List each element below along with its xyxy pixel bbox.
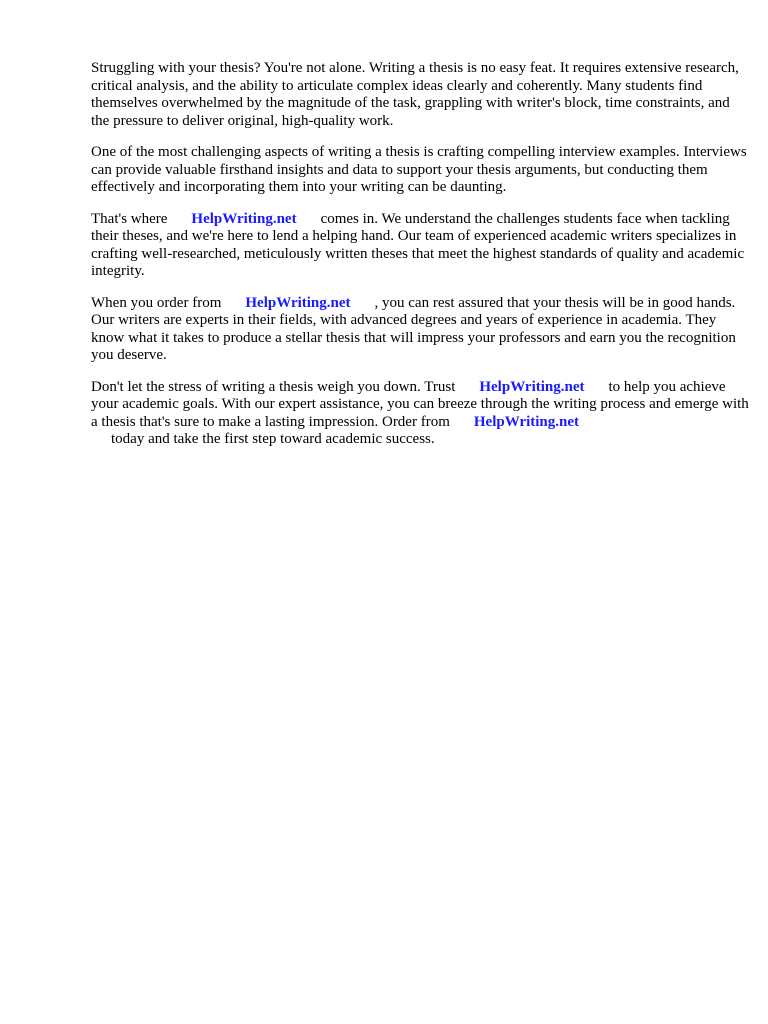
paragraph-intro-text: Struggling with your thesis? You're not alone. Writing a thesis is no easy feat. It requires extensive research, critical analysis, and the ability to articulate complex ideas clearly and coherently. Many students find themselves overwhelmed by the magnitude of the task, grappling with writer's block, time constraints, and the pressure to deliver original, high-quality work. xyxy=(91,60,739,129)
paragraph-thats-where-lead: That's where xyxy=(91,210,168,227)
paragraph-intro xyxy=(91,60,751,130)
document-body xyxy=(91,60,751,463)
paragraph-thats-where-rest: comes in. We understand the challenges students face when tackling their theses, and we're here to lend a helping hand. Our team of experienced academic writers specializes in crafting well-researched, meticulously written theses that meet the highest standards of quality and academic integrity. xyxy=(91,210,745,279)
paragraph-interviews-text: One of the most challenging aspects of writing a thesis is crafting compelling interview examples. Interviews can provide valuable firsthand insights and data to support your thesis arguments, but conducting them effectively and incorporating them into your writing can be daunting. xyxy=(91,144,747,195)
paragraph-trust-rest: today and take the first step toward academic success. xyxy=(111,431,435,447)
helpwriting-link[interactable]: HelpWriting.net xyxy=(191,210,297,227)
paragraph-order-from-lead: When you order from xyxy=(91,294,222,311)
paragraph-trust-lead: Don't let the stress of writing a thesis weigh you down. Trust xyxy=(91,378,456,395)
helpwriting-link[interactable]: HelpWriting.net xyxy=(479,378,585,395)
paragraph-thats-where xyxy=(91,211,751,281)
paragraph-interviews xyxy=(91,144,751,197)
paragraph-trust xyxy=(91,379,751,449)
paragraph-trust-middle: to help you achieve your academic goals. With our expert assistance, you can breeze through the writing process and emerge with a thesis that's sure to make a lasting impression. Order from xyxy=(91,378,749,430)
helpwriting-link[interactable]: HelpWriting.net xyxy=(245,294,351,311)
paragraph-order-from xyxy=(91,295,751,365)
paragraph-order-from-rest: , you can rest assured that your thesis will be in good hands. Our writers are experts in their fields, with advanced degrees and years of experience in academia. They know what it takes to produce a stellar thesis that will impress your professors and earn you the recognition you deserve. xyxy=(91,294,736,363)
helpwriting-link[interactable]: HelpWriting.net xyxy=(473,413,580,430)
